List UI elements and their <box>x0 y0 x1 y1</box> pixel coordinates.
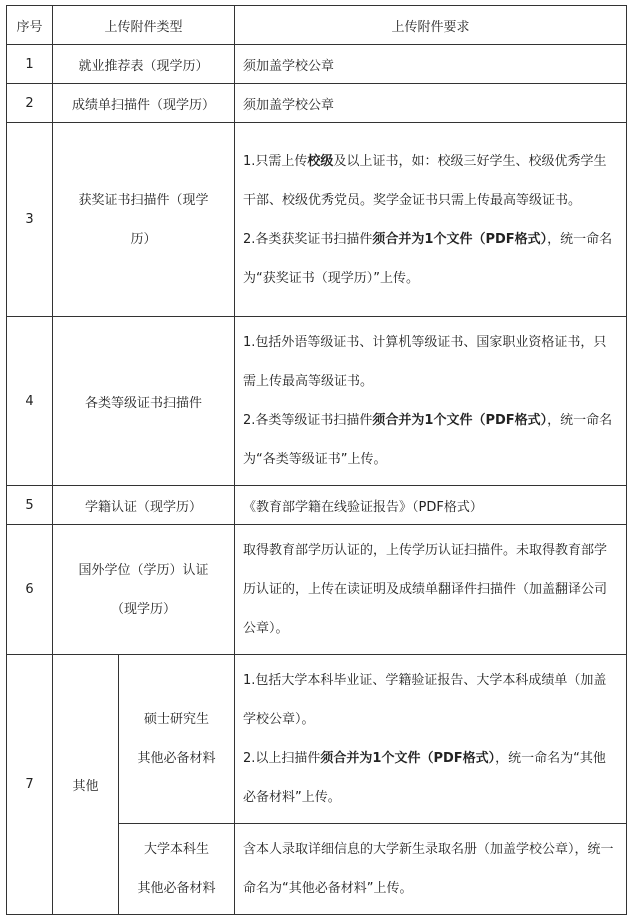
row-index: 7 <box>7 655 53 915</box>
header-index: 序号 <box>7 6 53 45</box>
row-index: 1 <box>7 45 53 84</box>
row-type: 成绩单扫描件（现学历） <box>53 84 235 123</box>
attachment-table <box>6 5 627 915</box>
requirement-item: 2.以上扫描件须合并为1个文件（PDF格式），统一命名为“其他必备材料”上传。 <box>243 751 606 805</box>
requirement-item: 1.包括外语等级证书、计算机等级证书、国家职业资格证书，只需上传最高等级证书。 <box>243 335 607 389</box>
row-type: 学籍认证（现学历） <box>53 486 235 525</box>
row-index: 4 <box>7 317 53 486</box>
requirement-item: 1.只需上传校级及以上证书，如：校级三好学生、校级优秀学生干部、校级优秀党员。奖学金证书只需上传最高等级证书。 <box>243 153 607 208</box>
header-type: 上传附件类型 <box>53 6 235 45</box>
row-requirement <box>235 317 627 486</box>
table-row <box>7 84 627 123</box>
requirement-item: 1.包括大学本科毕业证、学籍验证报告、大学本科成绩单（加盖学校公章）。 <box>243 673 607 727</box>
row-type: 国外学位（学历）认证 （现学历） <box>53 525 235 655</box>
table-row <box>7 486 627 525</box>
header-row <box>7 6 627 45</box>
header-requirement: 上传附件要求 <box>235 6 627 45</box>
table-row <box>7 525 627 655</box>
row-index: 6 <box>7 525 53 655</box>
row-requirement <box>235 525 627 655</box>
row-subtype: 大学本科生 其他必备材料 <box>119 824 235 915</box>
requirement-item: 含本人录取详细信息的大学新生录取名册（加盖学校公章），统一命名为“其他必备材料”上传。 <box>243 842 614 896</box>
row-requirement: 须加盖学校公章 <box>235 45 627 84</box>
table-row <box>7 45 627 84</box>
row-index: 3 <box>7 123 53 317</box>
row-index: 5 <box>7 486 53 525</box>
table-row <box>7 123 627 317</box>
row-index: 2 <box>7 84 53 123</box>
table-row <box>7 317 627 486</box>
row-requirement <box>235 824 627 915</box>
table-row <box>7 655 627 824</box>
row-type: 就业推荐表（现学历） <box>53 45 235 84</box>
row-requirement <box>235 123 627 317</box>
row-type: 获奖证书扫描件（现学 历） <box>53 123 235 317</box>
requirement-item: 取得教育部学历认证的，上传学历认证扫描件。未取得教育部学历认证的，上传在读证明及成绩单翻译件扫描件（加盖翻译公司公章）。 <box>243 543 608 636</box>
row-requirement: 《教育部学籍在线验证报告》（PDF格式） <box>235 486 627 525</box>
row-requirement <box>235 655 627 824</box>
row-subtype: 硕士研究生 其他必备材料 <box>119 655 235 824</box>
row-group: 其他 <box>53 655 119 915</box>
row-requirement: 须加盖学校公章 <box>235 84 627 123</box>
row-type: 各类等级证书扫描件 <box>53 317 235 486</box>
requirement-item: 2.各类获奖证书扫描件须合并为1个文件（PDF格式），统一命名为“获奖证书（现学历）”上传。 <box>243 231 613 286</box>
requirement-item: 2.各类等级证书扫描件须合并为1个文件（PDF格式），统一命名为“各类等级证书”上传。 <box>243 413 613 467</box>
